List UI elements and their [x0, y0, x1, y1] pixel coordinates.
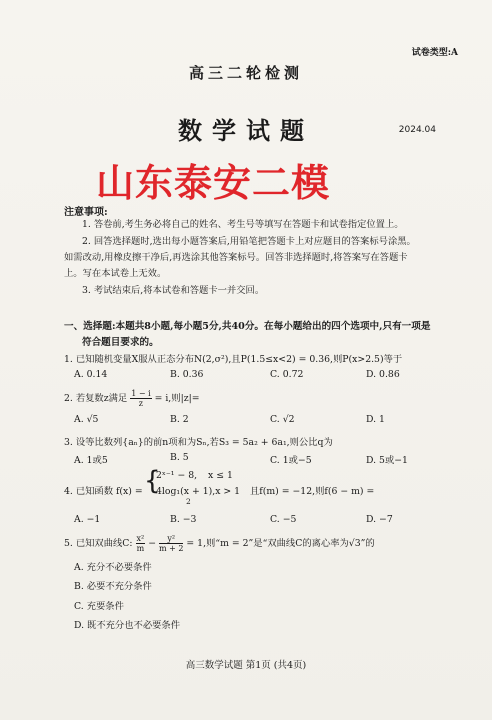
question-4-text-post: 且f(m) = −12,则f(6 − m) = — [250, 486, 375, 497]
question-4-condition-1: x ≤ 1 — [208, 470, 233, 481]
question-5-option-b: B. 必要不充分条件 — [74, 581, 152, 592]
question-5-text-pre: 5. 已知双曲线C: — [64, 538, 133, 549]
piecewise-brace: { — [144, 466, 161, 496]
question-4-case-1: 2ˣ⁻¹ − 8, — [156, 470, 198, 481]
question-5-fraction-x-denominator: m — [136, 544, 145, 553]
question-3-stem: 3. 设等比数列{aₙ}的前n项和为Sₙ,若S₃ = 5a₂ + 6a₁,则公比q为 — [64, 437, 333, 448]
notice-heading: 注意事项: — [64, 207, 108, 218]
question-2-text-pre: 2. 若复数z满足 — [64, 393, 128, 404]
question-2-fraction — [130, 389, 151, 408]
question-2-stem — [64, 389, 200, 408]
question-3-option-a: A. 1或5 — [74, 455, 108, 466]
notice-item-2-line-3: 上。写在本试卷上无效。 — [64, 268, 167, 279]
question-5-fraction-y-denominator: m + 2 — [158, 544, 184, 553]
page-title: 数学试题 — [178, 116, 314, 145]
notice-item-3: 3. 考试结束后,将本试卷和答题卡一并交回。 — [82, 285, 265, 296]
question-4-option-d: D. −7 — [366, 514, 393, 525]
question-3-option-b: B. 5 — [170, 452, 189, 463]
question-4-option-b: B. −3 — [170, 514, 197, 525]
question-2-option-b: B. 2 — [170, 414, 189, 425]
question-4-case-2: 4log₁(x + 1),x > 1 — [156, 486, 241, 497]
question-5-minus-sign: − — [148, 538, 157, 549]
question-2-fraction-denominator: z — [138, 399, 144, 408]
question-2-option-c: C. √2 — [270, 414, 295, 425]
notice-item-2-line-2: 如需改动,用橡皮擦干净后,再选涂其他答案标号。回答非选择题时,将答案写在答题卡 — [64, 252, 408, 263]
exam-subtitle: 高三二轮检测 — [188, 64, 303, 82]
page-footer: 高三数学试题 第1页 (共4页) — [185, 660, 307, 671]
question-5-fraction-x — [136, 534, 146, 553]
notice-item-1: 1. 答卷前,考生务必将自己的姓名、考生号等填写在答题卡和试卷指定位置上。 — [82, 219, 404, 230]
question-3-option-c: C. 1或−5 — [270, 455, 312, 466]
paper-type-label: 试卷类型:A — [411, 48, 458, 58]
notice-item-2-line-1: 2. 回答选择题时,选出每小题答案后,用铅笔把答题卡上对应题目的答案标号涂黑。 — [82, 236, 416, 247]
question-5-stem — [64, 534, 375, 553]
exam-date: 2024.04 — [398, 125, 436, 135]
section-heading-line-1: 一、选择题:本题共8小题,每小题5分,共40分。在每小题给出的四个选项中,只有一项是 — [64, 321, 431, 332]
question-5-fraction-y-numerator: y² — [159, 534, 183, 544]
question-4-option-c: C. −5 — [270, 514, 297, 525]
question-3-option-d: D. 5或−1 — [366, 455, 408, 466]
region-stamp: 山东泰安二模 — [96, 161, 331, 205]
question-2-fraction-numerator: 1 − i — [131, 389, 151, 398]
section-heading-line-2: 符合题目要求的。 — [82, 337, 159, 348]
question-5-fraction-x-numerator: x² — [136, 534, 145, 543]
question-4-option-a: A. −1 — [74, 514, 101, 525]
question-5-fraction-y — [159, 534, 183, 553]
question-4-text-pre: 4. 已知函数 f(x) = — [64, 486, 143, 497]
question-4-log-base: 2 — [186, 497, 191, 506]
question-1-stem: 1. 已知随机变量X服从正态分布N(2,σ²),且P(1.5≤x<2) = 0.36,则P(x>2.5)等于 — [64, 354, 403, 365]
question-1-option-b: B. 0.36 — [170, 369, 204, 380]
question-2-option-d: D. 1 — [366, 414, 385, 425]
question-1-option-a: A. 0.14 — [74, 369, 108, 380]
question-5-option-a: A. 充分不必要条件 — [74, 562, 152, 573]
question-2-option-a: A. √5 — [74, 414, 99, 425]
question-5-text-post: = 1,则“m = 2”是“双曲线C的离心率为√3”的 — [186, 538, 375, 549]
question-2-text-post: = i,则|z|= — [154, 393, 200, 404]
question-5-option-c: C. 充要条件 — [74, 601, 124, 612]
question-5-option-d: D. 既不充分也不必要条件 — [74, 620, 181, 631]
question-1-option-d: D. 0.86 — [366, 369, 400, 380]
question-1-option-c: C. 0.72 — [270, 369, 304, 380]
